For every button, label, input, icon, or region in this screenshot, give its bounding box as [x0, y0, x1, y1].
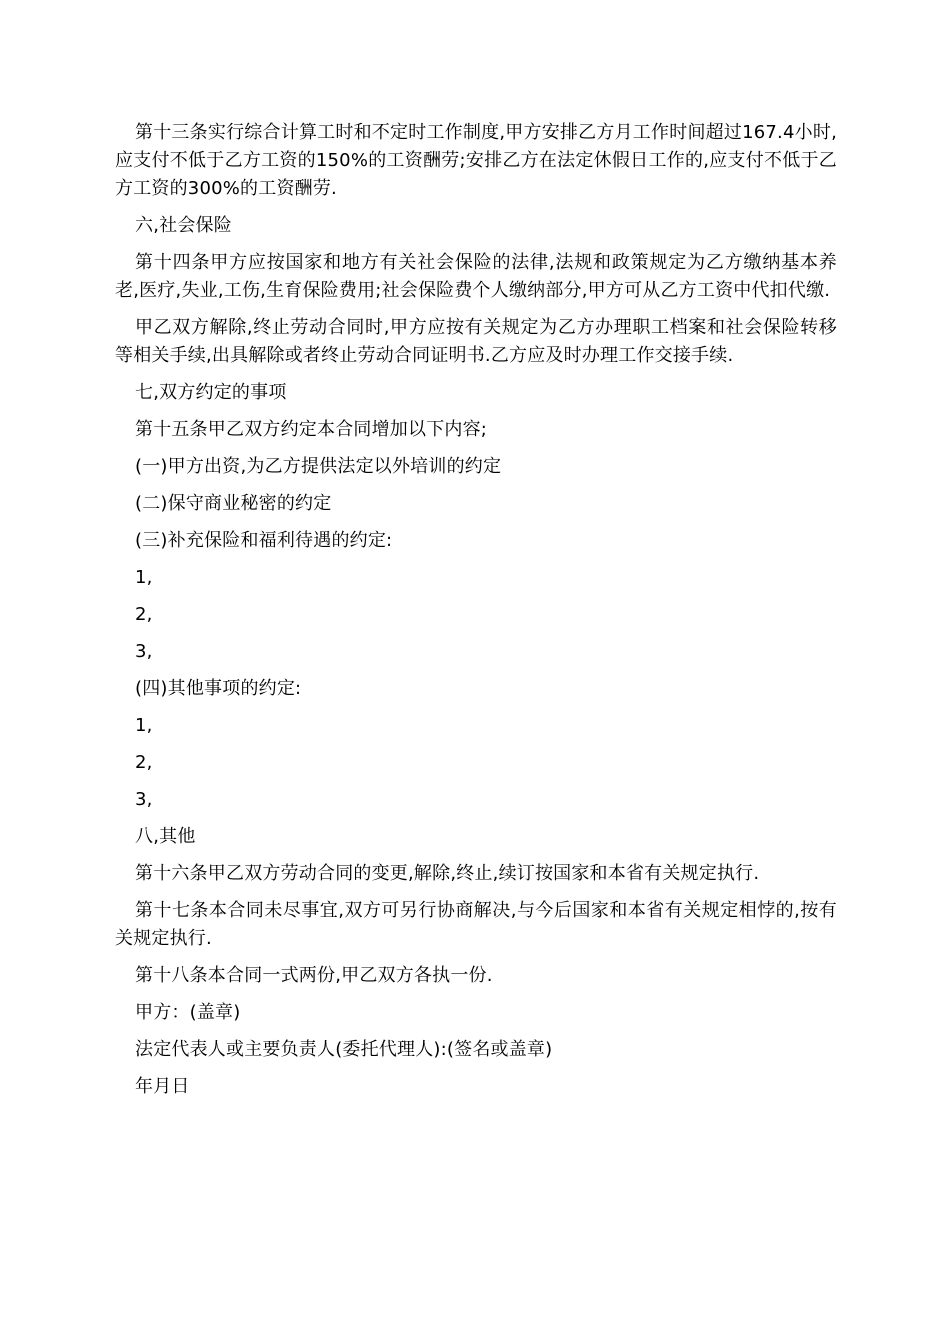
section-6-heading: 六,社会保险: [135, 215, 232, 236]
item-4-paragraph: (四)其他事项的约定:: [135, 678, 302, 699]
section-8-heading: 八,其他: [135, 826, 196, 847]
list-number-1b: 1,: [135, 715, 153, 736]
clause-14-paragraph: 第十四条甲方应按国家和地方有关社会保险的法律,法规和政策规定为乙方缴纳基本养老,医疗,失业,工伤,生育保险费用;社会保险费个人缴纳部分,甲方可从乙方工资中代扣代缴.: [115, 252, 837, 301]
party-a-seal-line: 甲方：(盖章): [135, 1002, 241, 1023]
date-line: 年月日: [135, 1076, 190, 1097]
clause-15-paragraph: 第十五条甲乙双方约定本合同增加以下内容;: [135, 419, 488, 440]
item-1-paragraph: (一)甲方出资,为乙方提供法定以外培训的约定: [135, 456, 502, 477]
list-number-2b: 2,: [135, 752, 153, 773]
section-7-heading: 七,双方约定的事项: [135, 382, 287, 403]
item-2-paragraph: (二)保守商业秘密的约定: [135, 493, 332, 514]
item-3-paragraph: (三)补充保险和福利待遇的约定:: [135, 530, 393, 551]
clause-18-paragraph: 第十八条本合同一式两份,甲乙双方各执一份.: [135, 965, 493, 986]
list-number-3: 3,: [135, 641, 153, 662]
termination-paragraph: 甲乙双方解除,终止劳动合同时,甲方应按有关规定为乙方办理职工档案和社会保险转移等相关手续,出具解除或者终止劳动合同证明书.乙方应及时办理工作交接手续.: [115, 317, 837, 366]
representative-signature-line: 法定代表人或主要负责人(委托代理人):(签名或盖章): [135, 1039, 553, 1060]
list-number-2: 2,: [135, 604, 153, 625]
document-body: [115, 119, 837, 1110]
list-number-3b: 3,: [135, 789, 153, 810]
clause-17-paragraph: 第十七条本合同未尽事宜,双方可另行协商解决,与今后国家和本省有关规定相悖的,按有关规定执行.: [115, 900, 837, 949]
list-number-1: 1,: [135, 567, 153, 588]
clause-16-paragraph: 第十六条甲乙双方劳动合同的变更,解除,终止,续订按国家和本省有关规定执行.: [135, 863, 760, 884]
clause-13-paragraph: 第十三条实行综合计算工时和不定时工作制度,甲方安排乙方月工作时间超过167.4小时,应支付不低于乙方工资的150%的工资酬劳;安排乙方在法定休假日工作的,应支付不低于乙方工资的300%的工资酬劳.: [115, 122, 837, 199]
